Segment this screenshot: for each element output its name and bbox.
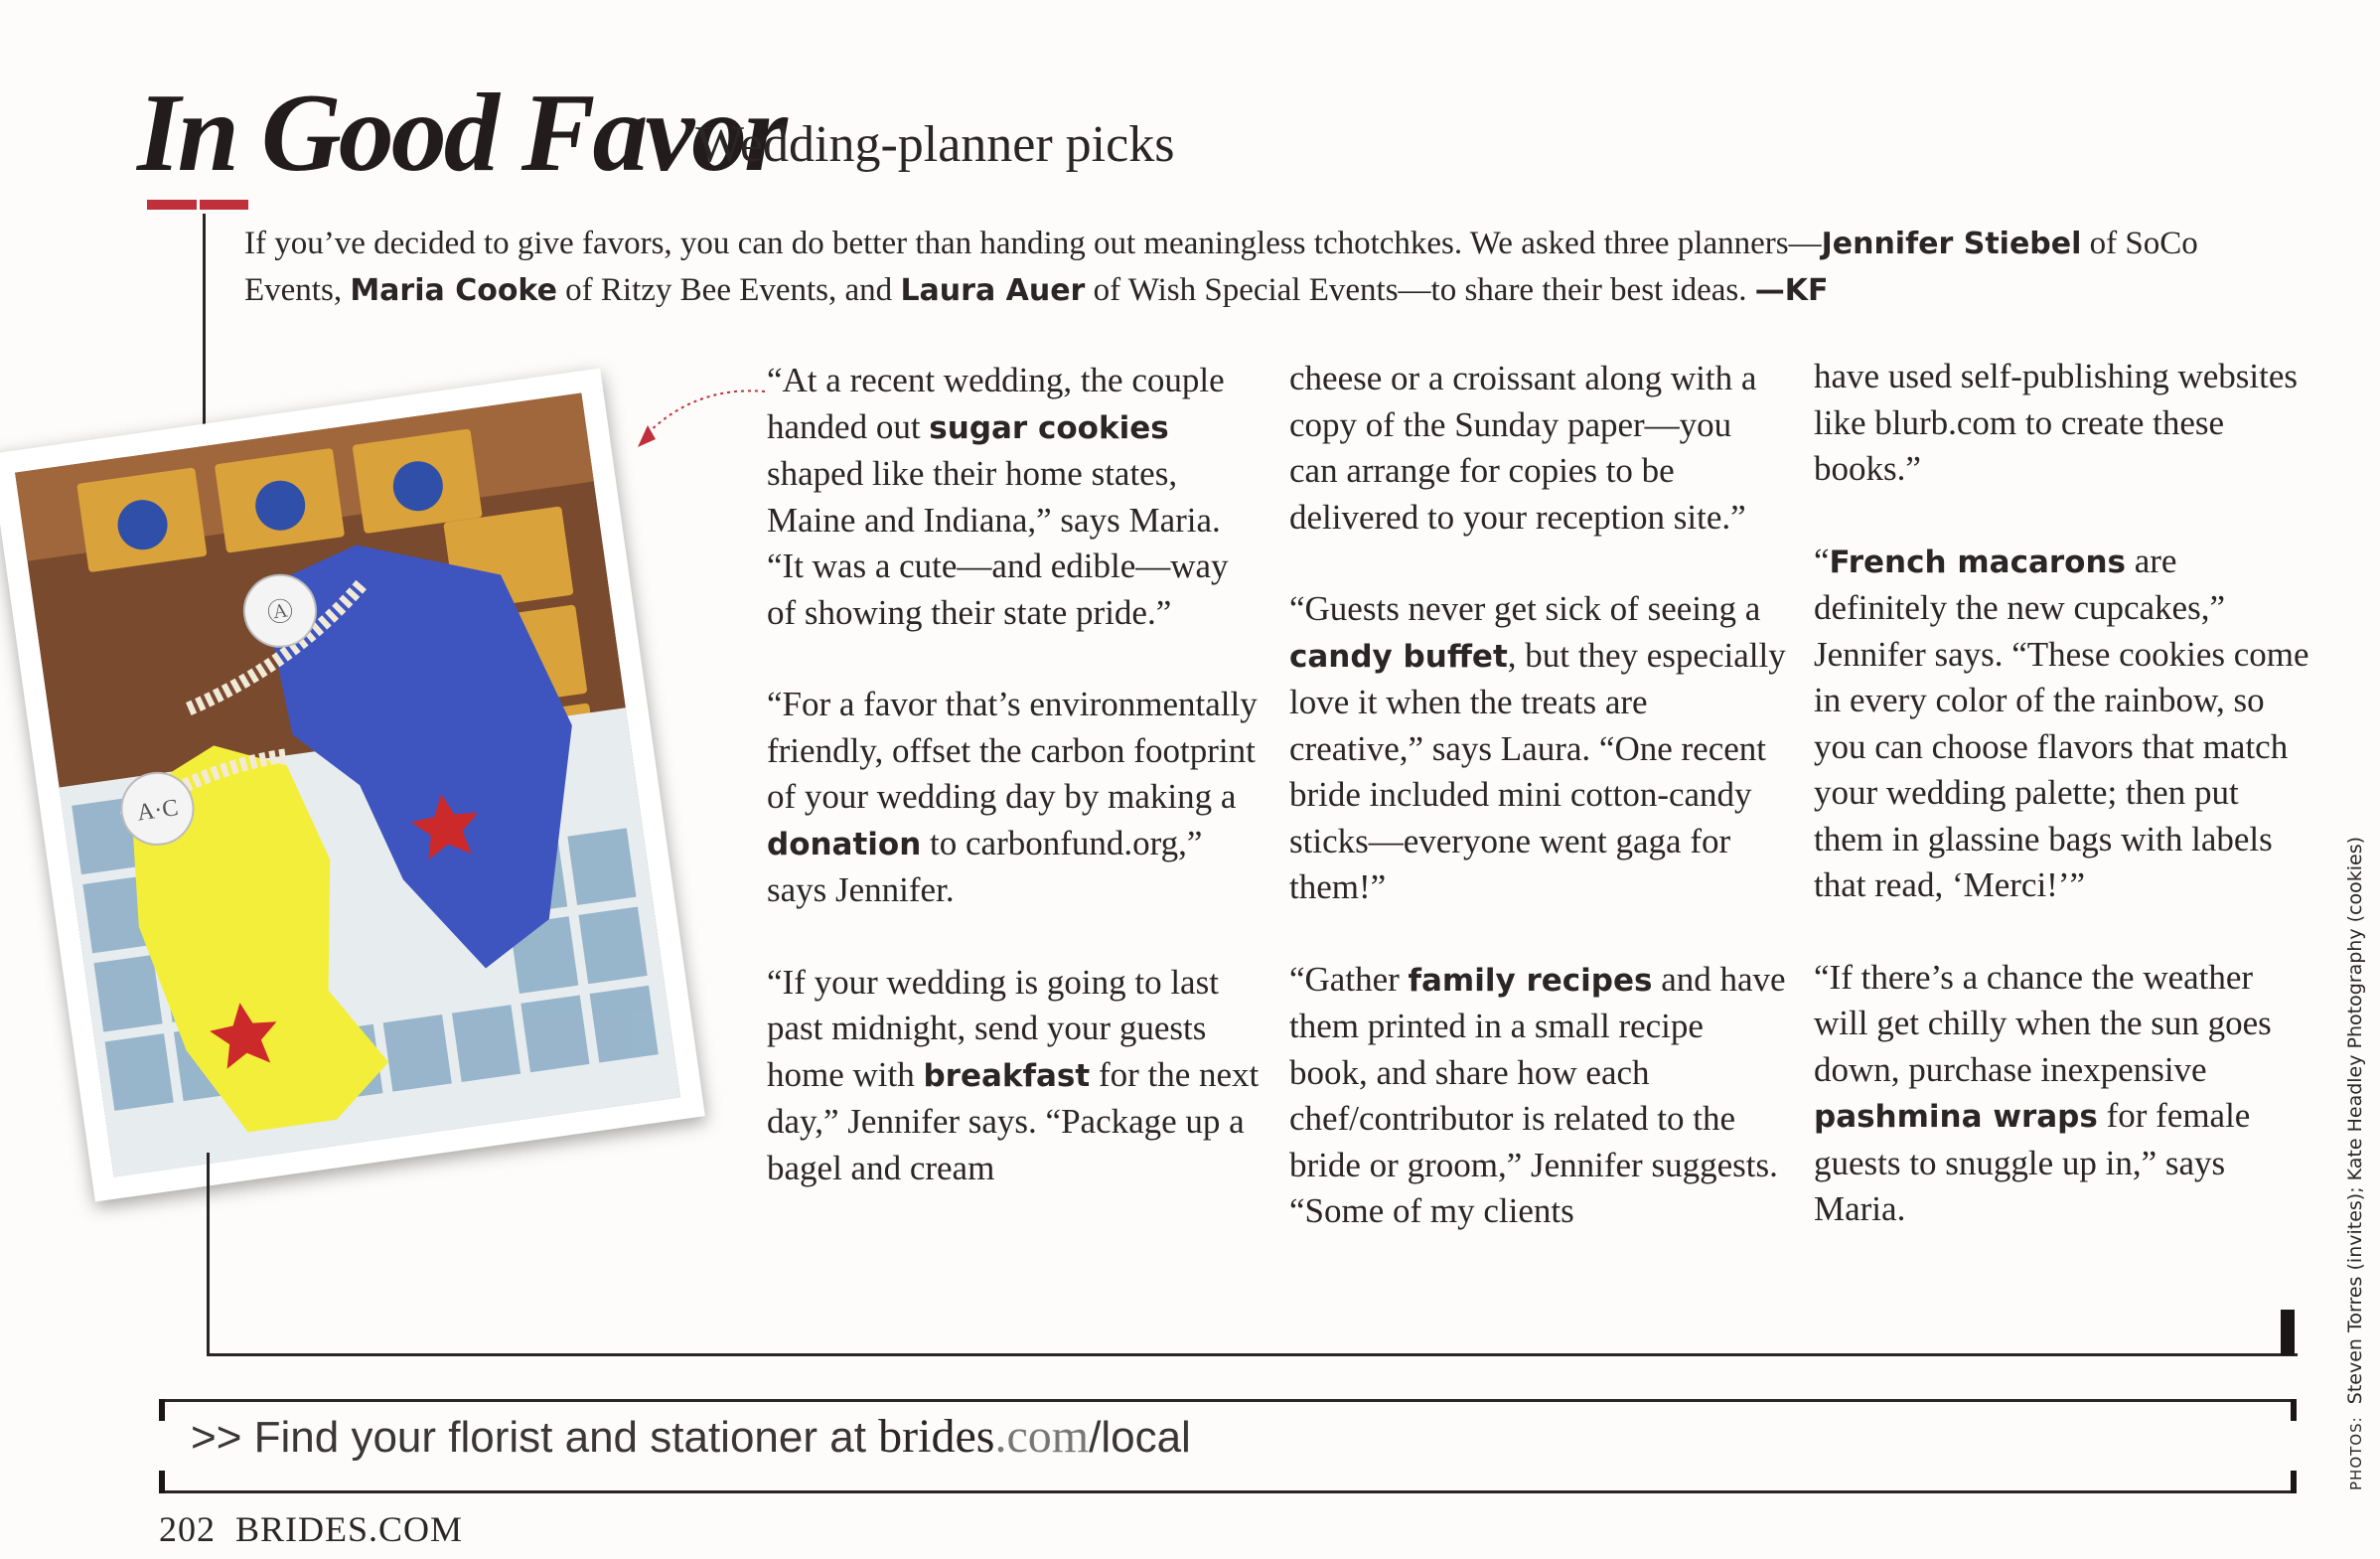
intro-text: of SoCo Events, [244,226,2198,308]
highlight: candy buffet [1289,638,1508,675]
promo-path: /local [1089,1413,1191,1462]
favor-tag-monogram: Ⓐ [265,596,296,629]
promo-rule-top [161,1399,2297,1402]
promo-dotcom: .com [994,1410,1090,1463]
promo-cap [2291,1399,2297,1421]
intro-text: If you’ve decided to give favors, you can do better than handing out meaningless tchotchkes. We asked three planners— [244,226,1822,261]
cookie-photo [0,369,705,1202]
photo-credit: PHOTOS: Steven Torres (invites); Kate Headley Photography (cookies) [2344,836,2366,1490]
article-column-1 [767,358,1264,1237]
planner-name: Laura Auer [900,273,1086,308]
promo-cap [159,1399,165,1421]
promo-rule-bottom [161,1490,2297,1493]
tip-macarons: “French macarons are definitely the new cupcakes,” Jennifer says. “These cookies come in every color of the rainbow, so you can choose flavors that match your wedding palette; then put them in glassine bags with labels that read, ‘Merci!’” [1814,541,2309,904]
highlight: breakfast [923,1057,1091,1094]
byline: —KF [1754,273,1829,308]
tip-breakfast-continued: cheese or a croissant along with a copy of the Sunday paper—you can arrange for copies to be delivered to your reception site.” [1289,359,1757,537]
rule-horizontal [207,1353,2298,1356]
tip-donation: “For a favor that’s environmentally friendly, offset the carbon footprint of your wedding day by making a donation to carbonfund.org,” says Jennifer. [767,685,1258,909]
highlight: donation [767,826,922,862]
cookie-photo-art [15,392,680,1176]
double-chevron-icon: >> [191,1413,242,1462]
planner-name: Maria Cooke [350,273,557,308]
tip-candy-buffet: “Guests never get sick of seeing a candy buffet, but they especially love it when the treats are creative,” says Laura. “One recent bride included mini cotton-candy sticks—everyone went gaga for them!” [1289,589,1786,906]
promo-link[interactable] [191,1410,1191,1463]
intro-paragraph [244,221,2231,314]
page-title: In Good Favor [137,72,785,195]
accent-bar [147,197,248,213]
highlight: pashmina wraps [1814,1099,2098,1135]
highlight: family recipes [1408,962,1653,999]
tip-sugar-cookies: “At a recent wedding, the couple handed out sugar cookies shaped like their home states, Maine and Indiana,” says Maria. “It was a cute—and edible—way of showing their state pride.” [767,361,1229,632]
promo-brand: brides [878,1410,995,1463]
tip-pashmina: “If there’s a chance the weather will get chilly when the sun goes down, purchase inexpensive pashmina wraps for female guests to snuggle up in,” says Maria. [1814,957,2272,1228]
rule-vertical-top [203,214,206,452]
intro-text: of Wish Special Events—to share their best ideas. [1085,272,1755,308]
intro-text: of Ritzy Bee Events, and [556,272,901,308]
favor-tag-initials: A·C [135,795,181,827]
rule-vertical-bottom [207,1153,210,1356]
tip-recipes-continued: have used self-publishing websites like blurb.com to create these books.” [1814,357,2298,488]
promo-cap [2291,1471,2297,1493]
rule-end-cap [2281,1310,2295,1355]
highlight: French macarons [1829,544,2126,580]
tip-breakfast: “If your wedding is going to last past midnight, send your guests home with breakfast for the next day,” Jennifer says. “Package up a bagel and cream [767,962,1260,1187]
tip-family-recipes: “Gather family recipes and have them printed in a small recipe book, and share how each chef/contributor is related to the bride or groom,” Jennifer suggests. “Some of my clients [1289,959,1786,1230]
folio [159,1508,463,1550]
page-number: 202 [159,1509,216,1549]
promo-cap [159,1471,165,1493]
page-subtitle: Wedding-planner picks [695,116,1175,173]
site-name: BRIDES.COM [235,1509,464,1549]
planner-name: Jennifer Stiebel [1821,227,2082,261]
article-column-2 [1289,356,1786,1281]
promo-text: Find your florist and stationer at [253,1413,879,1462]
article-column-3 [1814,354,2310,1279]
highlight: sugar cookies [929,409,1169,446]
pointer-arrow-icon [626,386,775,455]
